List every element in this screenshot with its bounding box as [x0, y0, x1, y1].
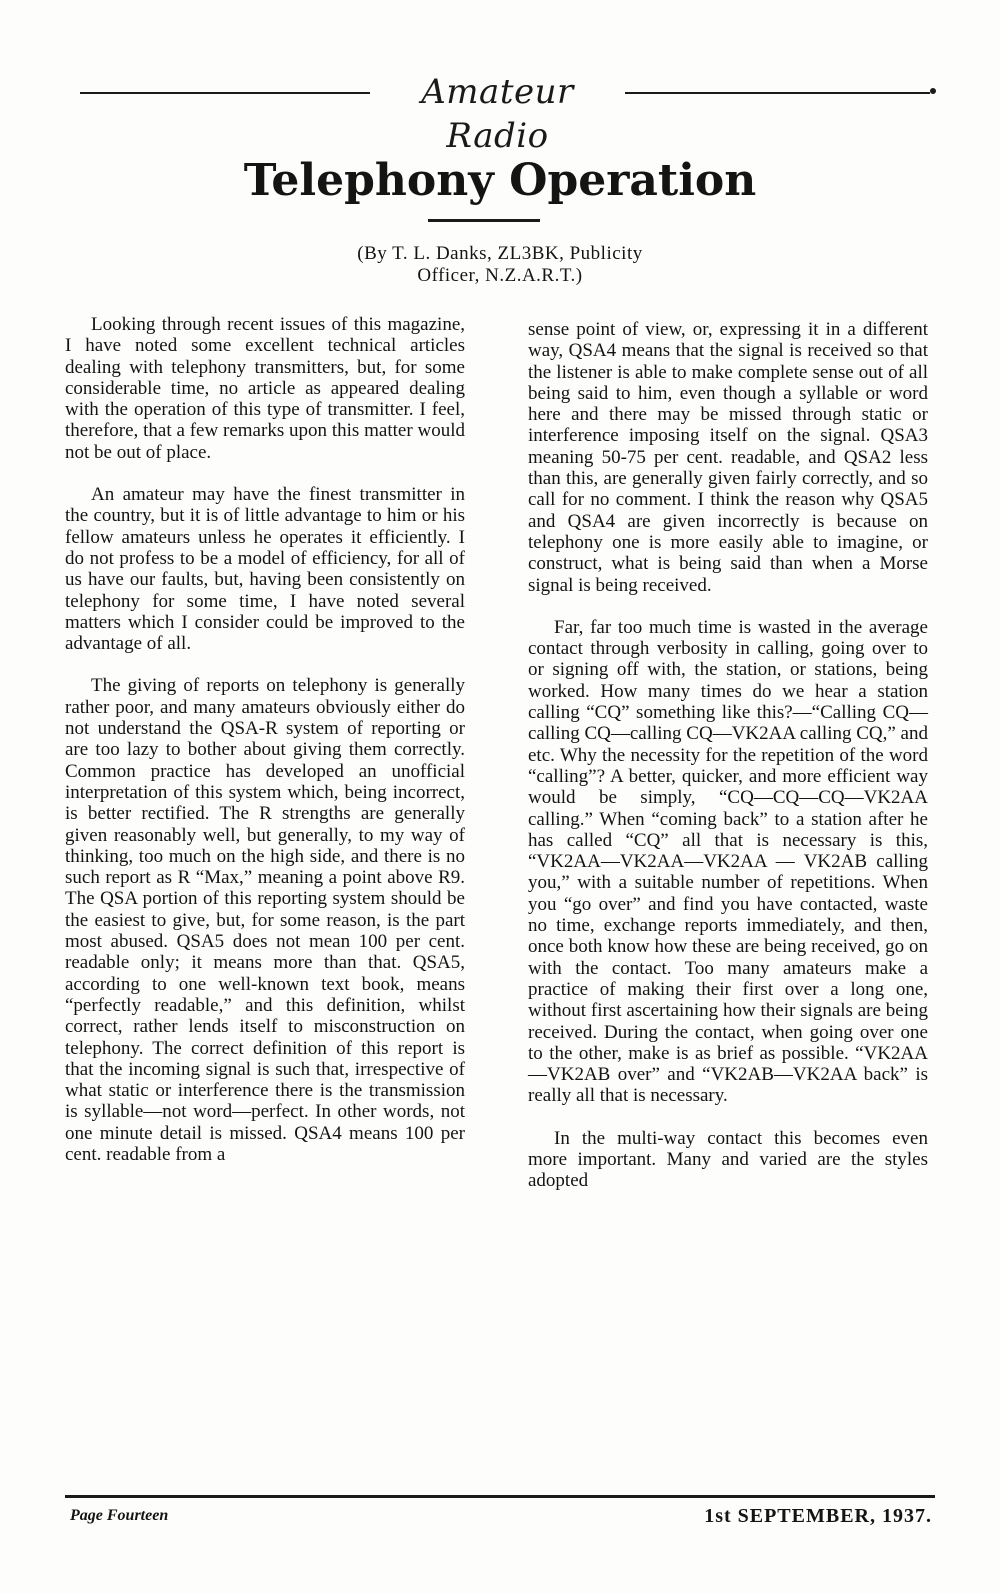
paragraph: The giving of reports on telephony is generally rather poor, and many amateurs obviously either do not understand the QSA-R system of reporting or are too lazy to bother about giving them correctly. Common practice has developed an unofficial interpretation of this system which, being incorrect, is better rectified. The R strengths are generally given reasonably well, but generally, to my way of thinking, too much on the high side, and there is no such report as R “Max,” meaning a point above R9. The QSA portion of this reporting system should be the easiest to give, but, for some reason, is the part most abused. QSA5 does not mean 100 per cent. readable only; it means more than that. QSA5, according to one well-known text book, means “perfectly readable,” and this definition, whilst correct, rather lends itself to misconstruction on telephony. The correct definition of this report is that the incoming signal is such that, irrespective of what static or interference there is the transmission is syllable—not word—perfect. In other words, not one minute detail is missed. QSA4 means 100 per cent. readable from a: [65, 675, 465, 1165]
paragraph-continued: sense point of view, or, expressing it in a different way, QSA4 means that the signal is received so that the listener is able to make complete sense out of all being said to him, even though a syllable or word here and there may be missed through static or interference imposing itself on the signal. QSA3 meaning 50-75 per cent. readable, and QSA2 less than this, are generally given fairly correctly, and so call for no comment. I think the reason why QSA5 and QSA4 are given incorrectly is because on telephony one is more easily able to imagine, or construct, what is being said than when a Morse signal is being received.: [528, 319, 928, 596]
page-number-label: Page Fourteen: [70, 1507, 169, 1524]
masthead-logo: Amateur Radio: [421, 72, 574, 156]
masthead-rule-end-dot: [930, 88, 936, 94]
byline-line-2: Officer, N.Z.A.R.T.): [417, 265, 583, 286]
issue-date: 1st SEPTEMBER, 1937.: [704, 1505, 932, 1527]
byline-line-1: (By T. L. Danks, ZL3BK, Publicity: [357, 243, 643, 264]
left-column: [65, 314, 465, 1186]
masthead-rule-right: [625, 92, 930, 94]
paragraph: In the multi-way contact this becomes even more important. Many and varied are the styles adopted: [528, 1127, 928, 1192]
right-column: [528, 319, 928, 1213]
masthead: [80, 70, 935, 156]
paragraph: Far, far too much time is wasted in the average contact through verbosity in calling, going over to or signing off with, the station, or stations, being worked. How many times do we hear a station calling “CQ” something like this?—“Calling CQ—calling CQ—calling CQ—VK2AA calling CQ,” and etc. Why the necessity for the repetition of the word “calling”? A better, quicker, and more efficient way would be simply, “CQ—CQ—CQ—VK2AA calling.” When “coming back” to a station after he has called “CQ” all that is necessary is this, “VK2AA—VK2AA—VK2AA — VK2AB calling you,” with a suitable number of repetitions. When you “go over” and find you have contacted, waste no time, exchange reports immediately, and then, once both know how these are being received, go on with the contact. Too many amateurs make a practice of making their first over a long one, without first ascertaining how their signals are being received. During the contact, when going over one to the other, make is as brief as possible. “VK2AA—VK2AB over” and “VK2AB—VK2AA back” is really all that is necessary.: [528, 616, 928, 1107]
masthead-rule-left: [80, 92, 370, 94]
title-underline: [428, 219, 540, 222]
paragraph: An amateur may have the finest transmitter in the country, but it is of little advantage to him or his fellow amateurs unless he operates it efficiently. I do not profess to be a model of efficiency, for all of us have our faults, but, having been consistently on telephony for some time, I have noted several matters which I consider could be improved to the advantage of all.: [65, 484, 465, 655]
footer-rule: [65, 1495, 935, 1498]
byline: [250, 243, 750, 287]
paragraph: Looking through recent issues of this magazine, I have noted some excellent technical articles dealing with telephony transmitters, but, for some considerable time, no article as appeared dealing with the operation of this type of transmitter. I feel, therefore, that a few remarks upon this matter would not be out of place.: [65, 314, 465, 463]
article-title: Telephony Operation: [243, 155, 757, 206]
